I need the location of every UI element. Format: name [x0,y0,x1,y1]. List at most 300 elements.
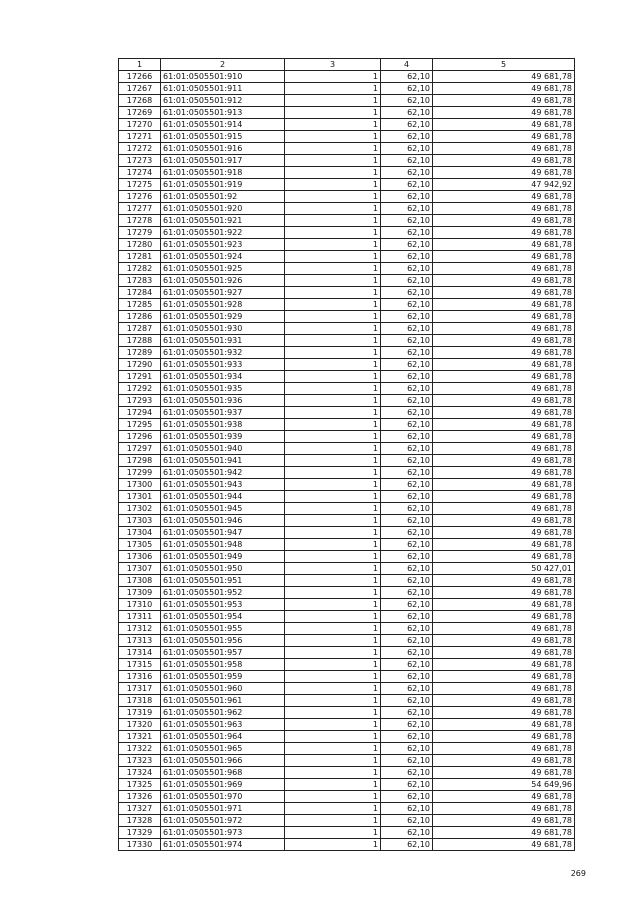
cadastral-number-cell: 61:01:0505501:961 [161,695,285,707]
row-number-cell: 17310 [119,599,161,611]
area-cell: 62,10 [381,107,433,119]
area-cell: 62,10 [381,83,433,95]
row-number-cell: 17315 [119,659,161,671]
value-cell: 49 681,78 [433,767,575,779]
table-row [119,815,575,827]
row-number-cell: 17275 [119,179,161,191]
row-number-cell: 17314 [119,647,161,659]
value-cell: 49 681,78 [433,443,575,455]
value-cell: 49 681,78 [433,539,575,551]
quantity-cell: 1 [285,407,381,419]
value-cell: 49 681,78 [433,335,575,347]
quantity-cell: 1 [285,431,381,443]
quantity-cell: 1 [285,695,381,707]
row-number-cell: 17327 [119,803,161,815]
table-row [119,599,575,611]
area-cell: 62,10 [381,407,433,419]
value-cell: 49 681,78 [433,275,575,287]
cadastral-number-cell: 61:01:0505501:919 [161,179,285,191]
value-cell: 49 681,78 [433,551,575,563]
value-cell: 49 681,78 [433,575,575,587]
value-cell: 49 681,78 [433,635,575,647]
area-cell: 62,10 [381,575,433,587]
table-row [119,179,575,191]
area-cell: 62,10 [381,455,433,467]
cadastral-number-cell: 61:01:0505501:933 [161,359,285,371]
table-row [119,215,575,227]
cadastral-number-cell: 61:01:0505501:926 [161,275,285,287]
table-row [119,455,575,467]
table-row [119,767,575,779]
cadastral-number-cell: 61:01:0505501:930 [161,323,285,335]
quantity-cell: 1 [285,791,381,803]
page-number: 269 [570,869,586,878]
area-cell: 62,10 [381,179,433,191]
cadastral-number-cell: 61:01:0505501:962 [161,707,285,719]
cadastral-number-cell: 61:01:0505501:951 [161,575,285,587]
value-cell: 49 681,78 [433,347,575,359]
quantity-cell: 1 [285,599,381,611]
quantity-cell: 1 [285,611,381,623]
row-number-cell: 17286 [119,311,161,323]
area-cell: 62,10 [381,731,433,743]
area-cell: 62,10 [381,323,433,335]
row-number-cell: 17296 [119,431,161,443]
table-row [119,551,575,563]
value-cell: 49 681,78 [433,827,575,839]
quantity-cell: 1 [285,155,381,167]
value-cell: 49 681,78 [433,599,575,611]
area-cell: 62,10 [381,371,433,383]
table-row [119,143,575,155]
area-cell: 62,10 [381,839,433,851]
value-cell: 49 681,78 [433,131,575,143]
area-cell: 62,10 [381,215,433,227]
row-number-cell: 17278 [119,215,161,227]
header-cell-2: 2 [161,59,285,71]
quantity-cell: 1 [285,671,381,683]
area-cell: 62,10 [381,755,433,767]
row-number-cell: 17277 [119,203,161,215]
quantity-cell: 1 [285,803,381,815]
table-row [119,779,575,791]
area-cell: 62,10 [381,443,433,455]
quantity-cell: 1 [285,131,381,143]
cadastral-number-cell: 61:01:0505501:913 [161,107,285,119]
value-cell: 49 681,78 [433,155,575,167]
table-row [119,503,575,515]
area-cell: 62,10 [381,503,433,515]
area-cell: 62,10 [381,359,433,371]
quantity-cell: 1 [285,623,381,635]
quantity-cell: 1 [285,479,381,491]
table-row [119,419,575,431]
table-row [119,659,575,671]
quantity-cell: 1 [285,539,381,551]
table-row [119,71,575,83]
area-cell: 62,10 [381,335,433,347]
table-row [119,671,575,683]
value-cell: 49 681,78 [433,527,575,539]
area-cell: 62,10 [381,635,433,647]
row-number-cell: 17276 [119,191,161,203]
area-cell: 62,10 [381,683,433,695]
value-cell: 49 681,78 [433,815,575,827]
cadastral-number-cell: 61:01:0505501:934 [161,371,285,383]
table-row [119,383,575,395]
row-number-cell: 17288 [119,335,161,347]
cadastral-number-cell: 61:01:0505501:938 [161,419,285,431]
cadastral-number-cell: 61:01:0505501:947 [161,527,285,539]
cadastral-number-cell: 61:01:0505501:968 [161,767,285,779]
quantity-cell: 1 [285,215,381,227]
cadastral-number-cell: 61:01:0505501:957 [161,647,285,659]
value-cell: 54 649,96 [433,779,575,791]
cadastral-number-cell: 61:01:0505501:964 [161,731,285,743]
value-cell: 49 681,78 [433,371,575,383]
value-cell: 49 681,78 [433,419,575,431]
area-cell: 62,10 [381,227,433,239]
row-number-cell: 17274 [119,167,161,179]
row-number-cell: 17291 [119,371,161,383]
row-number-cell: 17297 [119,443,161,455]
cadastral-number-cell: 61:01:0505501:974 [161,839,285,851]
row-number-cell: 17308 [119,575,161,587]
area-cell: 62,10 [381,347,433,359]
row-number-cell: 17316 [119,671,161,683]
cadastral-number-cell: 61:01:0505501:925 [161,263,285,275]
row-number-cell: 17267 [119,83,161,95]
cadastral-number-cell: 61:01:0505501:916 [161,143,285,155]
cadastral-number-cell: 61:01:0505501:959 [161,671,285,683]
quantity-cell: 1 [285,287,381,299]
quantity-cell: 1 [285,119,381,131]
header-cell-5: 5 [433,59,575,71]
value-cell: 49 681,78 [433,107,575,119]
table-row [119,323,575,335]
cadastral-number-cell: 61:01:0505501:965 [161,743,285,755]
value-cell: 49 681,78 [433,119,575,131]
area-cell: 62,10 [381,203,433,215]
quantity-cell: 1 [285,323,381,335]
table-row [119,359,575,371]
area-cell: 62,10 [381,791,433,803]
value-cell: 49 681,78 [433,515,575,527]
cadastral-number-cell: 61:01:0505501:920 [161,203,285,215]
table-row [119,803,575,815]
value-cell: 49 681,78 [433,683,575,695]
table-row [119,491,575,503]
area-cell: 62,10 [381,251,433,263]
area-cell: 62,10 [381,743,433,755]
cadastral-number-cell: 61:01:0505501:944 [161,491,285,503]
quantity-cell: 1 [285,383,381,395]
area-cell: 62,10 [381,623,433,635]
table-row [119,251,575,263]
table-header-row [119,59,575,71]
quantity-cell: 1 [285,683,381,695]
quantity-cell: 1 [285,179,381,191]
table-row [119,263,575,275]
table-body [119,59,575,851]
cadastral-number-cell: 61:01:0505501:969 [161,779,285,791]
area-cell: 62,10 [381,299,433,311]
area-cell: 62,10 [381,539,433,551]
value-cell: 49 681,78 [433,587,575,599]
value-cell: 49 681,78 [433,707,575,719]
row-number-cell: 17299 [119,467,161,479]
quantity-cell: 1 [285,743,381,755]
area-cell: 62,10 [381,659,433,671]
quantity-cell: 1 [285,167,381,179]
value-cell: 49 681,78 [433,755,575,767]
area-cell: 62,10 [381,191,433,203]
area-cell: 62,10 [381,779,433,791]
table-row [119,695,575,707]
value-cell: 49 681,78 [433,287,575,299]
quantity-cell: 1 [285,299,381,311]
value-cell: 49 681,78 [433,659,575,671]
quantity-cell: 1 [285,347,381,359]
row-number-cell: 17293 [119,395,161,407]
quantity-cell: 1 [285,647,381,659]
value-cell: 49 681,78 [433,743,575,755]
cadastral-number-cell: 61:01:0505501:954 [161,611,285,623]
table-row [119,479,575,491]
value-cell: 49 681,78 [433,647,575,659]
table-row [119,827,575,839]
table-row [119,707,575,719]
area-cell: 62,10 [381,419,433,431]
cadastral-number-cell: 61:01:0505501:911 [161,83,285,95]
table-row [119,167,575,179]
cadastral-number-cell: 61:01:0505501:924 [161,251,285,263]
row-number-cell: 17322 [119,743,161,755]
data-table [118,58,575,851]
area-cell: 62,10 [381,767,433,779]
table-row [119,683,575,695]
area-cell: 62,10 [381,395,433,407]
value-cell: 49 681,78 [433,251,575,263]
value-cell: 49 681,78 [433,359,575,371]
quantity-cell: 1 [285,191,381,203]
value-cell: 49 681,78 [433,299,575,311]
cadastral-number-cell: 61:01:0505501:923 [161,239,285,251]
row-number-cell: 17295 [119,419,161,431]
cadastral-number-cell: 61:01:0505501:953 [161,599,285,611]
value-cell: 49 681,78 [433,431,575,443]
row-number-cell: 17283 [119,275,161,287]
row-number-cell: 17300 [119,479,161,491]
value-cell: 49 681,78 [433,239,575,251]
cadastral-number-cell: 61:01:0505501:939 [161,431,285,443]
table-row [119,203,575,215]
cadastral-number-cell: 61:01:0505501:942 [161,467,285,479]
cadastral-number-cell: 61:01:0505501:92 [161,191,285,203]
area-cell: 62,10 [381,275,433,287]
cadastral-number-cell: 61:01:0505501:971 [161,803,285,815]
value-cell: 49 681,78 [433,83,575,95]
cadastral-number-cell: 61:01:0505501:929 [161,311,285,323]
row-number-cell: 17270 [119,119,161,131]
table-row [119,527,575,539]
cadastral-number-cell: 61:01:0505501:941 [161,455,285,467]
row-number-cell: 17330 [119,839,161,851]
quantity-cell: 1 [285,227,381,239]
value-cell: 49 681,78 [433,407,575,419]
table-row [119,191,575,203]
area-cell: 62,10 [381,95,433,107]
value-cell: 50 427,01 [433,563,575,575]
area-cell: 62,10 [381,167,433,179]
value-cell: 49 681,78 [433,731,575,743]
value-cell: 47 942,92 [433,179,575,191]
cadastral-number-cell: 61:01:0505501:931 [161,335,285,347]
quantity-cell: 1 [285,827,381,839]
area-cell: 62,10 [381,239,433,251]
table-row [119,719,575,731]
header-cell-1: 1 [119,59,161,71]
quantity-cell: 1 [285,707,381,719]
cadastral-number-cell: 61:01:0505501:945 [161,503,285,515]
table-row [119,839,575,851]
quantity-cell: 1 [285,311,381,323]
value-cell: 49 681,78 [433,719,575,731]
table-row [119,95,575,107]
row-number-cell: 17290 [119,359,161,371]
area-cell: 62,10 [381,707,433,719]
value-cell: 49 681,78 [433,671,575,683]
row-number-cell: 17305 [119,539,161,551]
quantity-cell: 1 [285,527,381,539]
row-number-cell: 17318 [119,695,161,707]
quantity-cell: 1 [285,515,381,527]
cadastral-number-cell: 61:01:0505501:973 [161,827,285,839]
cadastral-number-cell: 61:01:0505501:958 [161,659,285,671]
area-cell: 62,10 [381,287,433,299]
table-row [119,395,575,407]
row-number-cell: 17269 [119,107,161,119]
cadastral-number-cell: 61:01:0505501:922 [161,227,285,239]
row-number-cell: 17284 [119,287,161,299]
quantity-cell: 1 [285,71,381,83]
value-cell: 49 681,78 [433,467,575,479]
row-number-cell: 17302 [119,503,161,515]
quantity-cell: 1 [285,203,381,215]
row-number-cell: 17292 [119,383,161,395]
row-number-cell: 17321 [119,731,161,743]
row-number-cell: 17317 [119,683,161,695]
quantity-cell: 1 [285,563,381,575]
quantity-cell: 1 [285,419,381,431]
table-row [119,335,575,347]
quantity-cell: 1 [285,143,381,155]
cadastral-number-cell: 61:01:0505501:963 [161,719,285,731]
row-number-cell: 17301 [119,491,161,503]
quantity-cell: 1 [285,779,381,791]
row-number-cell: 17319 [119,707,161,719]
area-cell: 62,10 [381,431,433,443]
table-row [119,575,575,587]
table-row [119,155,575,167]
value-cell: 49 681,78 [433,215,575,227]
row-number-cell: 17282 [119,263,161,275]
row-number-cell: 17281 [119,251,161,263]
cadastral-number-cell: 61:01:0505501:928 [161,299,285,311]
cadastral-number-cell: 61:01:0505501:937 [161,407,285,419]
cadastral-number-cell: 61:01:0505501:915 [161,131,285,143]
row-number-cell: 17272 [119,143,161,155]
cadastral-number-cell: 61:01:0505501:921 [161,215,285,227]
quantity-cell: 1 [285,467,381,479]
cadastral-number-cell: 61:01:0505501:943 [161,479,285,491]
table-row [119,515,575,527]
table-row [119,227,575,239]
area-cell: 62,10 [381,383,433,395]
row-number-cell: 17312 [119,623,161,635]
quantity-cell: 1 [285,719,381,731]
table-row [119,311,575,323]
cadastral-number-cell: 61:01:0505501:966 [161,755,285,767]
table-row [119,443,575,455]
quantity-cell: 1 [285,239,381,251]
table-row [119,743,575,755]
area-cell: 62,10 [381,491,433,503]
value-cell: 49 681,78 [433,323,575,335]
row-number-cell: 17320 [119,719,161,731]
quantity-cell: 1 [285,839,381,851]
row-number-cell: 17323 [119,755,161,767]
table-row [119,791,575,803]
row-number-cell: 17268 [119,95,161,107]
quantity-cell: 1 [285,503,381,515]
area-cell: 62,10 [381,587,433,599]
area-cell: 62,10 [381,467,433,479]
table-row [119,563,575,575]
quantity-cell: 1 [285,443,381,455]
value-cell: 49 681,78 [433,791,575,803]
cadastral-number-cell: 61:01:0505501:940 [161,443,285,455]
table-row [119,611,575,623]
value-cell: 49 681,78 [433,611,575,623]
cadastral-number-cell: 61:01:0505501:950 [161,563,285,575]
area-cell: 62,10 [381,131,433,143]
table-row [119,623,575,635]
area-cell: 62,10 [381,311,433,323]
quantity-cell: 1 [285,815,381,827]
area-cell: 62,10 [381,563,433,575]
value-cell: 49 681,78 [433,479,575,491]
cadastral-number-cell: 61:01:0505501:948 [161,539,285,551]
row-number-cell: 17311 [119,611,161,623]
area-cell: 62,10 [381,155,433,167]
row-number-cell: 17280 [119,239,161,251]
area-cell: 62,10 [381,263,433,275]
quantity-cell: 1 [285,107,381,119]
cadastral-number-cell: 61:01:0505501:935 [161,383,285,395]
value-cell: 49 681,78 [433,623,575,635]
cadastral-number-cell: 61:01:0505501:952 [161,587,285,599]
quantity-cell: 1 [285,275,381,287]
cadastral-number-cell: 61:01:0505501:972 [161,815,285,827]
quantity-cell: 1 [285,95,381,107]
row-number-cell: 17298 [119,455,161,467]
row-number-cell: 17326 [119,791,161,803]
value-cell: 49 681,78 [433,71,575,83]
cadastral-number-cell: 61:01:0505501:956 [161,635,285,647]
area-cell: 62,10 [381,671,433,683]
table-row [119,635,575,647]
